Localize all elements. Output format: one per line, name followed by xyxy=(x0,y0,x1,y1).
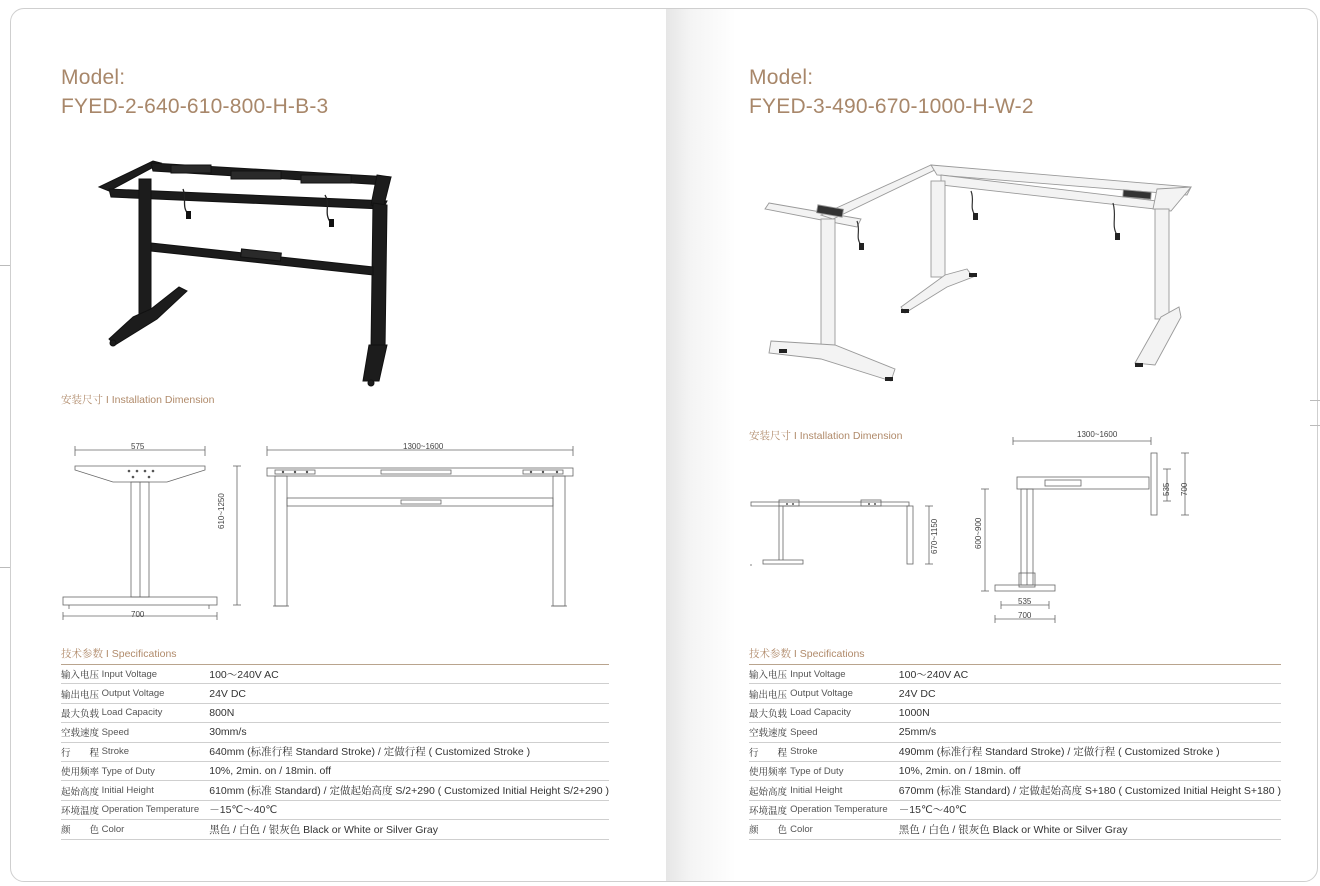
spec-label-cn: 输出电压 xyxy=(61,684,102,703)
spec-label-en: Output Voltage xyxy=(790,684,899,703)
spec-label-en: Load Capacity xyxy=(102,703,210,722)
spec-label-en: Type of Duty xyxy=(790,761,899,780)
dim-plan-700-horizontal: 700 xyxy=(1018,611,1032,620)
dim-plan-depth: 600~900 xyxy=(974,517,983,549)
spec-value: 800N xyxy=(209,703,609,722)
dim-side-width: 575 xyxy=(131,442,145,451)
spec-label-en: Output Voltage xyxy=(102,684,210,703)
spec-label-cn: 输入电压 xyxy=(61,665,102,684)
desk-frame-black-image xyxy=(91,149,411,389)
side-elevation-drawing xyxy=(749,494,944,574)
spec-label-en: Operation Temperature xyxy=(790,800,899,819)
spec-label-cn: 起始高度 xyxy=(61,781,102,800)
spec-label-en: Speed xyxy=(102,723,210,742)
spec-row xyxy=(749,684,1281,703)
spec-label-en: Input Voltage xyxy=(790,665,899,684)
spec-row xyxy=(749,723,1281,742)
specifications-title: 技术参数 I Specifications xyxy=(749,648,865,660)
spec-value: 610mm (标准 Standard) / 定做起始高度 S/2+290 ( Customized Initial Height S/2+290 ) xyxy=(209,781,609,800)
desk-frame-white-l-shape-image xyxy=(761,157,1201,387)
spec-row xyxy=(61,820,609,839)
spec-label-en: Color xyxy=(102,820,210,839)
spec-label-cn: 行 程 xyxy=(61,742,102,761)
installation-dimension-title: 安装尺寸 I Installation Dimension xyxy=(61,394,215,406)
spec-label-en: Load Capacity xyxy=(790,703,899,722)
spec-label-en: Operation Temperature xyxy=(102,800,210,819)
spec-value: 100～240V AC xyxy=(899,665,1281,684)
spec-value: 黑色 / 白色 / 银灰色 Black or White or Silver Gray xyxy=(899,820,1281,839)
dim-plan-535-horizontal: 535 xyxy=(1018,597,1032,606)
spec-row xyxy=(61,800,609,819)
spec-row xyxy=(61,723,609,742)
specifications-title: 技术参数 I Specifications xyxy=(61,648,177,660)
spec-row xyxy=(749,781,1281,800)
edge-mark xyxy=(0,567,10,568)
installation-dimension-title: 安装尺寸 I Installation Dimension xyxy=(749,430,903,442)
brochure-spread xyxy=(10,8,1318,882)
specifications-table xyxy=(61,664,609,840)
spec-label-cn: 输入电压 xyxy=(749,665,790,684)
spec-label-cn: 输出电压 xyxy=(749,684,790,703)
spec-value: 100～240V AC xyxy=(209,665,609,684)
spec-value: 24V DC xyxy=(899,684,1281,703)
spec-label-cn: 空载速度 xyxy=(61,723,102,742)
spec-row xyxy=(61,703,609,722)
spec-value: 640mm (标准行程 Standard Stroke) / 定做行程 ( Customized Stroke ) xyxy=(209,742,609,761)
plan-view-drawing xyxy=(971,429,1201,624)
spec-value: 25mm/s xyxy=(899,723,1281,742)
model-code: FYED-2-640-610-800-H-B-3 xyxy=(61,95,329,118)
spec-value: 黑色 / 白色 / 银灰色 Black or White or Silver Gray xyxy=(209,820,609,839)
spec-value: －15℃～40℃ xyxy=(209,800,609,819)
dim-top-width: 1300~1600 xyxy=(1077,430,1118,439)
spec-row xyxy=(749,761,1281,780)
dim-side-base: 700 xyxy=(131,610,145,619)
spec-row xyxy=(749,665,1281,684)
spec-label-en: Speed xyxy=(790,723,899,742)
spec-label-en: Stroke xyxy=(790,742,899,761)
spec-row xyxy=(749,820,1281,839)
left-page xyxy=(11,9,666,881)
spec-label-cn: 最大负载 xyxy=(749,703,790,722)
spec-row xyxy=(61,781,609,800)
spec-row xyxy=(749,742,1281,761)
dim-plan-700-vertical: 700 xyxy=(1180,482,1189,496)
dim-front-width: 1300~1600 xyxy=(403,442,444,451)
side-elevation-drawing xyxy=(59,434,249,634)
spec-label-cn: 空载速度 xyxy=(749,723,790,742)
spec-row xyxy=(61,684,609,703)
specifications-table xyxy=(749,664,1281,840)
right-page xyxy=(666,9,1318,881)
model-label: Model: xyxy=(749,66,814,89)
spec-label-en: Stroke xyxy=(102,742,210,761)
spec-label-cn: 使用频率 xyxy=(749,761,790,780)
model-label: Model: xyxy=(61,66,126,89)
spec-label-cn: 颜 色 xyxy=(749,820,790,839)
spec-value: 670mm (标准 Standard) / 定做起始高度 S+180 ( Customized Initial Height S+180 ) xyxy=(899,781,1281,800)
dim-side-height: 610~1250 xyxy=(217,493,226,529)
spec-row xyxy=(749,703,1281,722)
spec-row xyxy=(61,665,609,684)
spec-row xyxy=(749,800,1281,819)
edge-mark xyxy=(1310,400,1320,401)
spec-value: 24V DC xyxy=(209,684,609,703)
spec-value: 10%, 2min. on / 18min. off xyxy=(209,761,609,780)
spec-label-cn: 最大负载 xyxy=(61,703,102,722)
spec-row xyxy=(61,761,609,780)
spec-label-en: Initial Height xyxy=(102,781,210,800)
spec-value: 490mm (标准行程 Standard Stroke) / 定做行程 ( Customized Stroke ) xyxy=(899,742,1281,761)
front-elevation-drawing xyxy=(261,434,581,614)
spec-label-cn: 环境温度 xyxy=(61,800,102,819)
spec-label-cn: 行 程 xyxy=(749,742,790,761)
spec-value: 30mm/s xyxy=(209,723,609,742)
spec-value: －15℃～40℃ xyxy=(899,800,1281,819)
spec-value: 1000N xyxy=(899,703,1281,722)
spec-label-en: Color xyxy=(790,820,899,839)
dim-plan-535-vertical: 535 xyxy=(1162,482,1171,496)
spec-label-cn: 起始高度 xyxy=(749,781,790,800)
dim-side-height: 670~1150 xyxy=(930,518,939,554)
spec-value: 10%, 2min. on / 18min. off xyxy=(899,761,1281,780)
spec-label-cn: 环境温度 xyxy=(749,800,790,819)
spec-label-cn: 颜 色 xyxy=(61,820,102,839)
edge-mark xyxy=(0,265,10,266)
model-code: FYED-3-490-670-1000-H-W-2 xyxy=(749,95,1034,118)
spec-label-en: Initial Height xyxy=(790,781,899,800)
spec-label-en: Type of Duty xyxy=(102,761,210,780)
edge-mark xyxy=(1310,425,1320,426)
spec-label-cn: 使用频率 xyxy=(61,761,102,780)
spec-row xyxy=(61,742,609,761)
spec-label-en: Input Voltage xyxy=(102,665,210,684)
